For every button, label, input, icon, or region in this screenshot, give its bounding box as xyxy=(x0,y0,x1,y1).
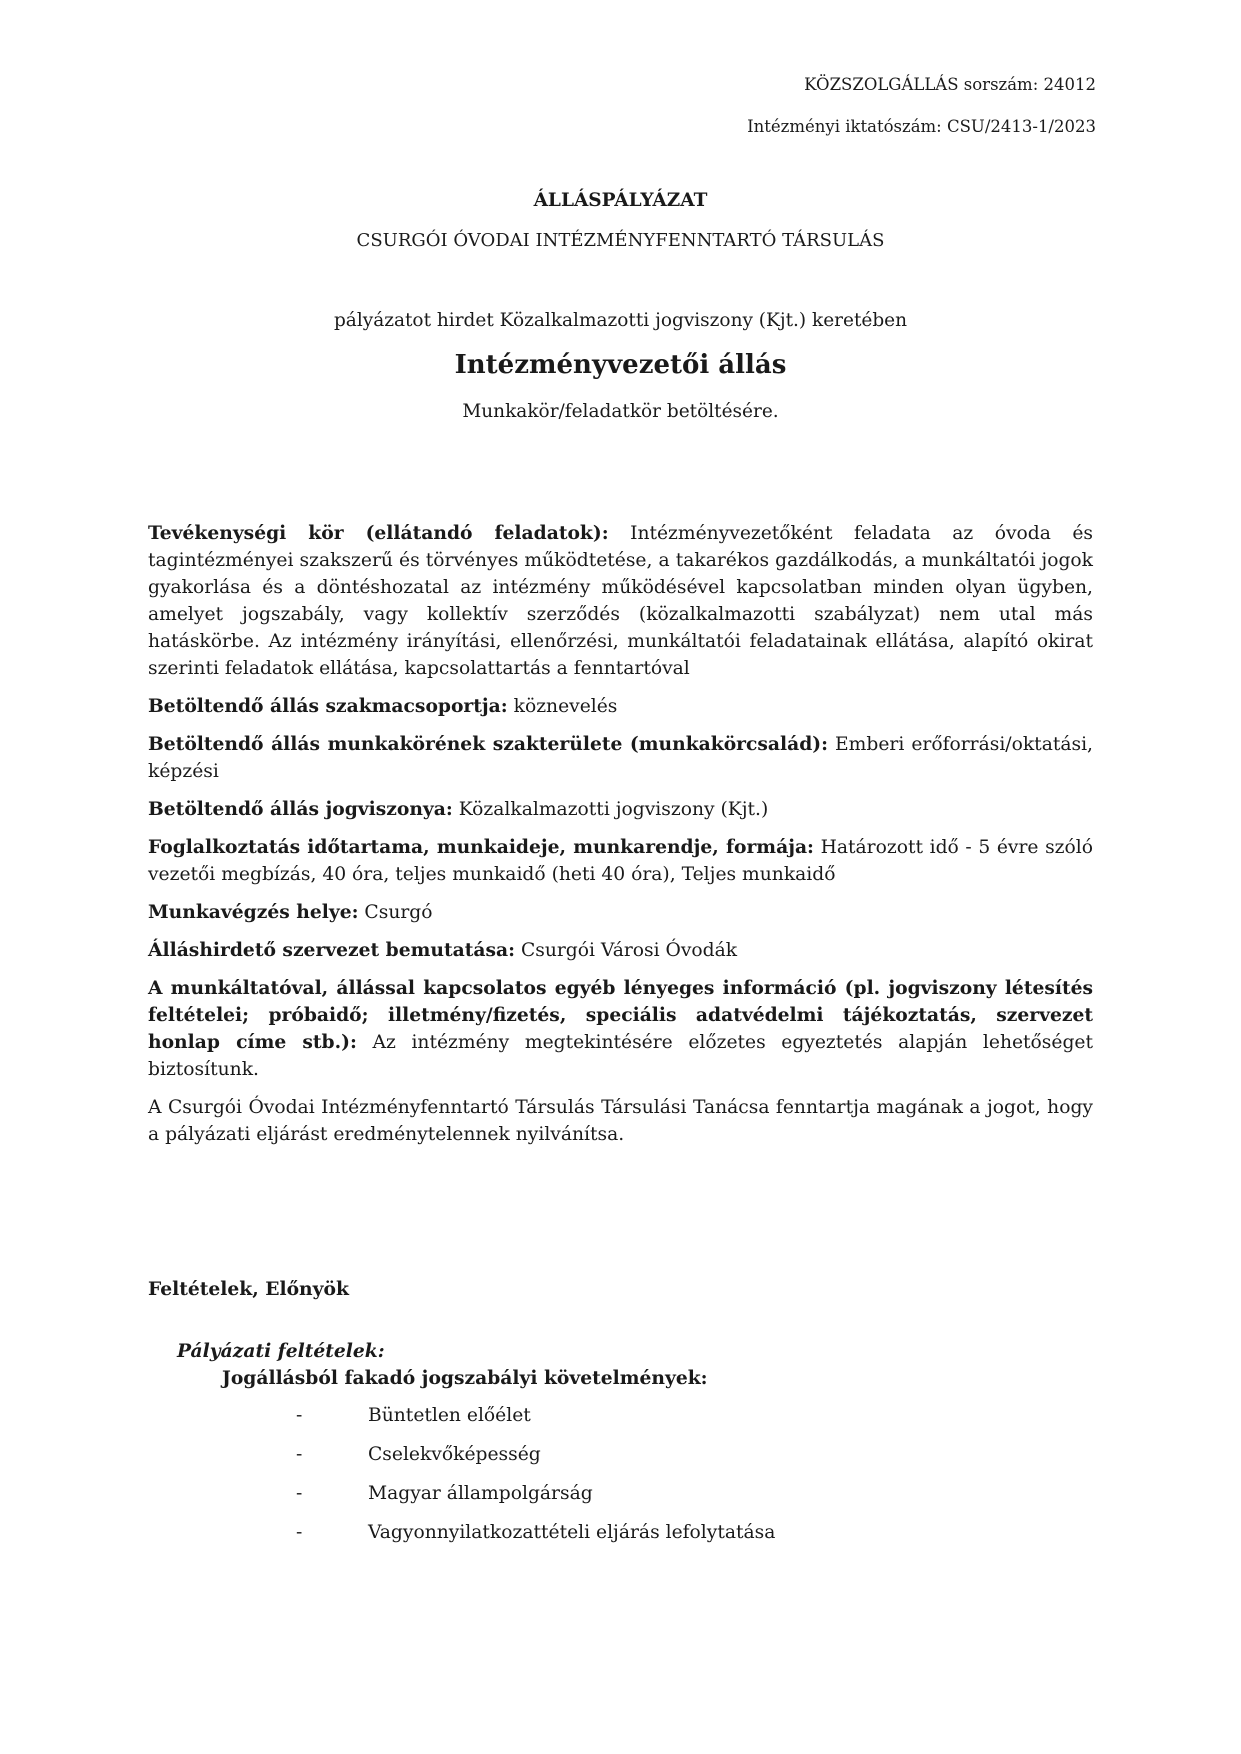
bullet-dash: - xyxy=(296,1522,303,1543)
section-workplace xyxy=(148,899,1093,926)
section-professional-group xyxy=(148,693,1093,720)
requirement-text: Magyar állampolgárság xyxy=(368,1483,593,1504)
organization-name: CSURGÓI ÓVODAI INTÉZMÉNYFENNTARTÓ TÁRSULÁS xyxy=(356,230,885,251)
position-subtitle: Munkakör/feladatkör betöltésére. xyxy=(462,401,779,422)
section-text: köznevelés xyxy=(507,696,618,717)
section-working-time xyxy=(148,834,1093,888)
list-item xyxy=(148,1402,1093,1429)
section-text: Határozott idő - 5 évre szóló vezetői megbízás, 40 óra, teljes munkaidő (heti 40 óra), Teljes munkaidő xyxy=(148,837,1093,885)
list-item xyxy=(148,1480,1093,1507)
section-text: Intézményvezetőként feladata az óvoda és tagintézményei szakszerű és törvényes működtetése, a takarékos gazdálkodás, a munkáltatói jogok gyakorlása és a döntéshozatal az intézmény működésével kapcsolatban minden olyan ügyben, amelyet jogszabály, vagy kollektív szerződés (közalkalmazotti szabályzat) nem utal más hatáskörbe. Az intézmény irányítási, ellenőrzési, munkáltatói feladatainak ellátása, alapító okirat szerinti feladatok ellátása, kapcsolattartás a fenntartóval xyxy=(148,523,1093,679)
conditions-heading: Feltételek, Előnyök xyxy=(148,1278,349,1300)
section-text: Emberi erőforrási/oktatási, képzési xyxy=(148,734,1093,782)
filing-number: Intézményi iktatószám: CSU/2413-1/2023 xyxy=(747,117,1096,136)
bullet-dash: - xyxy=(296,1444,303,1465)
section-text: Az intézmény megtekintésére előzetes egyeztetés alapján lehetőséget biztosítunk. xyxy=(148,1032,1093,1080)
section-label: Munkavégzés helye: xyxy=(148,901,359,923)
section-label: Betöltendő állás szakmacsoportja: xyxy=(148,695,508,717)
section-text: Csurgói Városi Óvodák xyxy=(515,940,738,961)
position-title: Intézményvezetői állás xyxy=(454,350,787,380)
requirement-text: Cselekvőképesség xyxy=(368,1444,541,1465)
requirement-text: Vagyonnyilatkozattételi eljárás lefolytatása xyxy=(368,1522,776,1543)
bullet-dash: - xyxy=(296,1483,303,1504)
registration-number: KÖZSZOLGÁLLÁS sorszám: 24012 xyxy=(804,75,1096,94)
list-item xyxy=(148,1519,1093,1546)
section-employment-type xyxy=(148,796,1093,823)
requirements-heading: Jogállásból fakadó jogszabályi követelmények: xyxy=(222,1367,708,1389)
section-label: A munkáltatóval, állással kapcsolatos egyéb lényeges információ (pl. jogviszony létesítés feltételei; próbaidő; illetmény/fizetés, speciális adatvédelmi tájékoztatás, szervezet honlap címe stb.): xyxy=(148,977,1093,1053)
announcement-line: pályázatot hirdet Közalkalmazotti jogviszony (Kjt.) keretében xyxy=(333,310,908,331)
conditions-subheading: Pályázati feltételek: xyxy=(177,1340,385,1362)
section-text: Csurgó xyxy=(358,902,433,923)
closing-paragraph: A Csurgói Óvodai Intézményfenntartó Társulás Társulási Tanácsa fenntartja magának a jogot, hogy a pályázati eljárást eredménytelennek nyilvánítsa. xyxy=(148,1097,1093,1145)
section-duties xyxy=(148,520,1093,682)
section-label: Álláshirdető szervezet bemutatása: xyxy=(148,939,515,961)
section-employer xyxy=(148,937,1093,964)
section-label: Foglalkoztatás időtartama, munkaideje, munkarendje, formája: xyxy=(148,836,814,858)
section-label: Betöltendő állás jogviszonya: xyxy=(148,798,453,820)
conditions-section xyxy=(148,1276,1093,1558)
list-item xyxy=(148,1441,1093,1468)
section-other-info xyxy=(148,975,1093,1083)
job-details xyxy=(148,520,1093,1159)
requirement-text: Büntetlen előélet xyxy=(368,1405,531,1426)
section-field xyxy=(148,731,1093,785)
bullet-dash: - xyxy=(296,1405,303,1426)
section-label: Betöltendő állás munkakörének szakterülete (munkakörcsalád): xyxy=(148,733,829,755)
section-text: Közalkalmazotti jogviszony (Kjt.) xyxy=(452,799,769,820)
document-title: ÁLLÁSPÁLYÁZAT xyxy=(533,190,708,211)
section-label: Tevékenységi kör (ellátandó feladatok): xyxy=(148,522,609,544)
requirements-list xyxy=(148,1402,1093,1546)
